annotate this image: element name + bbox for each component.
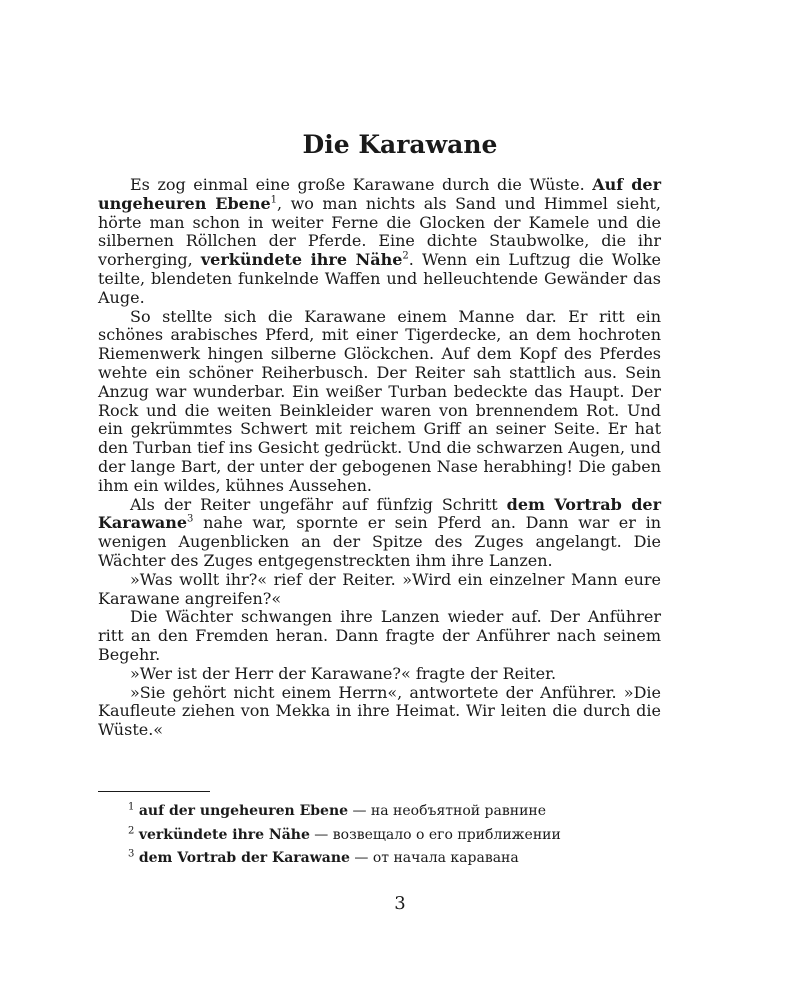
paragraph	[98, 608, 661, 664]
text-run: nahe war, spornte er sein Pferd an. Dann war er in wenigen Augenblicken an der Spitze des Zuges angelangt. Die Wächter des Zuges entgegenstreckten ihm ihre Lanzen.	[98, 513, 661, 570]
paragraph	[98, 176, 661, 308]
paragraph	[98, 308, 661, 496]
paragraph	[98, 684, 661, 740]
footnote	[128, 824, 668, 848]
text-run: So stellte sich die Karawane einem Manne dar. Er ritt ein schönes arabisches Pferd, mit einer Tigerdecke, an dem hochroten Riemenwerk hingen silberne Glöckchen. Auf dem Kopf des Pferdes wehte ein schöner Reiherbusch. Der Reiter sah stattlich aus. Sein Anzug war wunderbar. Ein weißer Turban bedeckte das Haupt. Der Rock und die weiten Beinkleider waren von brennendem Rot. Und ein gekrümmtes Schwert mit reichem Griff an seiner Seite. Er hat den Turban tief ins Gesicht gedrückt. Und die schwarzen Augen, und der lange Bart, der unter der gebogenen Nase herabhing! Die gaben ihm ein wildes, kühnes Aussehen.	[98, 306, 661, 495]
text-run: »Was wollt ihr?« rief der Reiter. »Wird ein einzelner Mann eure Karawane angreifen?«	[98, 569, 661, 608]
footnote-term: dem Vortrab der Karawane	[138, 850, 350, 866]
page-number: 3	[394, 893, 406, 914]
footnote-translation: — возвещало о его приближении	[309, 826, 561, 843]
text-run: . Wenn ein Luftzug die Wolke teilte, blendeten funkelnde Waffen und helleuchtende Gewänder das Auge.	[98, 250, 661, 307]
footnote-term: verkündete ihre Nähe	[138, 826, 310, 843]
main-text	[98, 176, 661, 740]
footnote-marker: 2	[402, 250, 409, 262]
footnote	[128, 847, 668, 871]
paragraph	[98, 496, 661, 571]
glossed-phrase: dem Vortrab der Karawane	[98, 494, 661, 533]
footnote-number: 3	[128, 848, 135, 860]
footnote-marker: 1	[270, 194, 278, 206]
glossed-phrase: Auf der ungeheuren Ebene	[98, 175, 662, 213]
text-run: »Sie gehört nicht einem Herrn«, antwortete der Anführer. »Die Kaufleute ziehen von Mekka in ihre Heimat. Wir leiten die durch die Wüste.«	[98, 682, 661, 740]
page-title: Die Karawane	[302, 130, 498, 159]
text-run: »Wer ist der Herr der Karawane?« fragte der Reiter.	[130, 663, 557, 683]
footnote-term: auf der ungeheuren Ebene	[138, 803, 349, 819]
glossed-phrase: verkündete ihre Nähe	[200, 250, 403, 270]
footnote-marker: 3	[187, 514, 194, 526]
text-run: Es zog einmal eine große Karawane durch die Wüste.	[130, 175, 593, 194]
footnote-translation: — на необъятной равнине	[348, 803, 547, 819]
footnote-divider	[98, 791, 210, 792]
footnote-number: 2	[128, 824, 135, 836]
footnote-number: 1	[128, 801, 135, 813]
footnote	[128, 800, 668, 824]
paragraph	[98, 665, 661, 684]
text-run: Die Wächter schwangen ihre Lanzen wieder auf. Der Anführer ritt an den Fremden heran. Dann fragte der Anführer nach seinem Begehr.	[98, 607, 661, 664]
text-run: , wo man nichts als Sand und Himmel sieht, hörte man schon in weiter Ferne die Glocken der Kamele und die silbernen Röllchen der Pferde. Eine dichte Staubwolke, die ihr vorherging,	[98, 193, 662, 270]
paragraph	[98, 571, 661, 609]
text-run: Als der Reiter ungefähr auf fünfzig Schritt	[130, 494, 507, 514]
footnote-translation: — от начала каравана	[349, 850, 519, 866]
footnotes	[128, 800, 668, 871]
